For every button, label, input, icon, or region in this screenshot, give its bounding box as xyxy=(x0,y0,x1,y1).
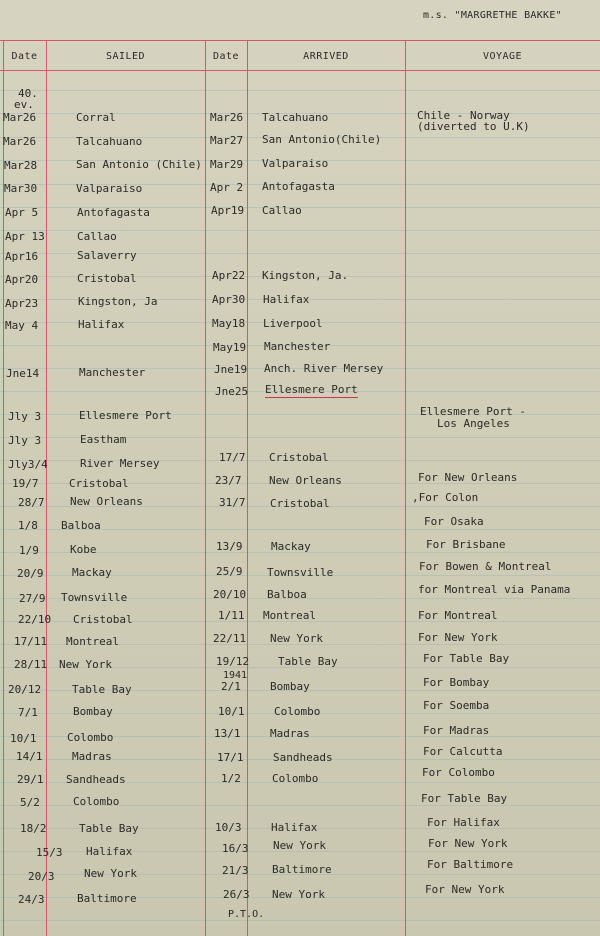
voyage-note: For New York xyxy=(418,631,498,644)
arrived-date: May18 xyxy=(212,317,246,330)
arrived-date: Apr22 xyxy=(212,269,246,282)
header-arrived: ARRIVED xyxy=(303,51,349,62)
sailed-port: Mackay xyxy=(72,566,112,579)
arrived-date: 21/3 xyxy=(222,864,249,877)
sailed-port: Table Bay xyxy=(72,683,132,696)
sailed-date: 5/2 xyxy=(20,796,40,809)
arrived-date: 1/11 xyxy=(218,609,245,622)
sailed-port: Table Bay xyxy=(79,822,139,835)
sailed-date: 7/1 xyxy=(18,706,38,719)
sailed-date: 20/3 xyxy=(28,870,55,883)
sailed-port: Corral xyxy=(76,111,116,124)
voyage-note: For New York xyxy=(428,837,508,850)
sailed-port: Callao xyxy=(77,230,117,243)
sailed-date: Mar26 xyxy=(3,111,37,124)
arrived-port: New York xyxy=(272,888,325,901)
sailed-port: San Antonio (Chile) xyxy=(76,158,202,171)
sailed-date: 20/12 xyxy=(8,683,42,696)
voyage-note: Los Angeles xyxy=(437,417,510,430)
voyage-note: (diverted to U.K) xyxy=(417,120,530,133)
arrived-date: 17/1 xyxy=(217,751,244,764)
voyage-note: For Halifax xyxy=(427,816,500,829)
sailed-port: Ellesmere Port xyxy=(79,409,172,422)
sailed-port: Salaverry xyxy=(77,249,137,262)
arrived-date: 31/7 xyxy=(219,496,246,509)
sailed-date: 28/11 xyxy=(14,658,48,671)
arrived-port: Talcahuano xyxy=(262,111,329,124)
arrived-port: Halifax xyxy=(271,821,318,834)
arrived-port: Baltimore xyxy=(272,863,332,876)
arrived-date: 13/9 xyxy=(216,540,243,553)
sailed-date: 29/1 xyxy=(17,773,44,786)
ship-name: m.s. "MARGRETHE BAKKE" xyxy=(422,10,562,21)
arrived-port: Sandheads xyxy=(273,751,333,764)
sailed-date: 19/7 xyxy=(12,477,39,490)
voyage-note: For Table Bay xyxy=(421,792,508,805)
arrived-date: Jne25 xyxy=(215,385,249,398)
voyage-note: for Montreal via Panama xyxy=(418,583,571,596)
sailed-date: Apr 5 xyxy=(5,206,39,219)
header-bottom-rule xyxy=(0,70,600,71)
arrived-port: Cristobal xyxy=(270,497,330,510)
arrived-date: 1/2 xyxy=(221,772,241,785)
sailed-date: 1/8 xyxy=(18,519,38,532)
column-rule xyxy=(205,40,206,936)
arrived-date: 22/11 xyxy=(213,632,247,645)
arrived-date: Apr 2 xyxy=(210,181,244,194)
arrived-date: May19 xyxy=(213,341,247,354)
sailed-port: Colombo xyxy=(73,795,120,808)
arrived-date: Mar29 xyxy=(210,158,244,171)
voyage-note: For Calcutta xyxy=(423,745,503,758)
year-note: 40. xyxy=(18,87,38,100)
arrived-date: 20/10 xyxy=(213,588,247,601)
sailed-port: Montreal xyxy=(66,635,119,648)
sailed-date: Jne14 xyxy=(6,367,40,380)
arrived-date: 2/1 xyxy=(221,680,241,693)
sailed-date: Mar30 xyxy=(4,182,38,195)
sailed-date: Mar26 xyxy=(3,135,37,148)
sailed-port: Baltimore xyxy=(77,892,137,905)
arrived-port: Cristobal xyxy=(269,451,329,464)
arrived-port: New York xyxy=(273,839,326,852)
arrived-date: 19/12 xyxy=(216,655,250,668)
arrived-port: Manchester xyxy=(264,340,331,353)
voyage-note: For Bombay xyxy=(423,676,490,689)
sailed-date: 22/10 xyxy=(18,613,52,626)
sailed-date: 17/11 xyxy=(14,635,48,648)
sailed-date: Apr23 xyxy=(5,297,39,310)
arrived-port: Montreal xyxy=(263,609,316,622)
sailed-port: Cristobal xyxy=(77,272,137,285)
voyage-note: Chile - Norway xyxy=(417,109,510,122)
sailed-port: Eastham xyxy=(80,433,127,446)
arrived-port: Halifax xyxy=(263,293,310,306)
sailed-date: May 4 xyxy=(5,319,39,332)
arrived-date: 13/1 xyxy=(214,727,241,740)
header-sailed: SAILED xyxy=(105,51,146,62)
arrived-port: New York xyxy=(270,632,323,645)
column-rule xyxy=(46,40,47,936)
sailed-date: 24/3 xyxy=(18,893,45,906)
header-top-rule xyxy=(0,40,600,41)
sailed-date: 18/2 xyxy=(20,822,47,835)
sailed-port: Kobe xyxy=(70,543,97,556)
sailed-port: River Mersey xyxy=(80,457,160,470)
arrived-port: Table Bay xyxy=(278,655,338,668)
voyage-note: For Madras xyxy=(423,724,490,737)
year-note-rev: ev. xyxy=(14,98,34,111)
sailed-port: Cristobal xyxy=(69,477,129,490)
arrived-port: Balboa xyxy=(267,588,307,601)
sailed-port: Valparaiso xyxy=(76,182,143,195)
arrived-port: Madras xyxy=(270,727,310,740)
sailed-date: Mar28 xyxy=(4,159,38,172)
sailed-port: Sandheads xyxy=(66,773,126,786)
header-date-arrived: Date xyxy=(212,51,240,62)
arrived-date: 16/3 xyxy=(222,842,249,855)
voyage-note: For Baltimore xyxy=(427,858,514,871)
arrived-date: 17/7 xyxy=(219,451,246,464)
arrived-port: Colombo xyxy=(272,772,319,785)
sailed-date: 10/1 xyxy=(10,732,37,745)
column-rule xyxy=(247,40,248,936)
arrived-port: Townsville xyxy=(267,566,334,579)
sailed-date: 28/7 xyxy=(18,496,45,509)
sailed-date: Jly 3 xyxy=(8,434,42,447)
sailed-port: Halifax xyxy=(78,318,125,331)
voyage-note: For Brisbane xyxy=(426,538,506,551)
arrived-port: Kingston, Ja. xyxy=(262,269,349,282)
voyage-note: For New Orleans xyxy=(418,471,518,484)
sailed-date: Jly 3 xyxy=(8,410,42,423)
arrived-date: Apr30 xyxy=(212,293,246,306)
sailed-port: Antofagasta xyxy=(77,206,150,219)
header-voyage: VOYAGE xyxy=(482,51,523,62)
arrived-date: Mar26 xyxy=(210,111,244,124)
arrived-port: Colombo xyxy=(274,705,321,718)
arrived-port-ellesmere: Ellesmere Port xyxy=(265,383,358,396)
arrived-port: Callao xyxy=(262,204,302,217)
sailed-date: Apr16 xyxy=(5,250,39,263)
sailed-port: New Orleans xyxy=(70,495,143,508)
sailed-port: Townsville xyxy=(61,591,128,604)
arrived-port: Antofagasta xyxy=(262,180,335,193)
arrived-port: Anch. River Mersey xyxy=(264,362,384,375)
sailed-date: Apr20 xyxy=(5,273,39,286)
voyage-note: For New York xyxy=(425,883,505,896)
arrived-port: Liverpool xyxy=(263,317,323,330)
sailed-port: Kingston, Ja xyxy=(78,295,158,308)
sailed-date: 20/9 xyxy=(17,567,44,580)
voyage-note: Ellesmere Port - xyxy=(420,405,526,418)
sailed-date: 15/3 xyxy=(36,846,63,859)
sailed-port: Balboa xyxy=(61,519,101,532)
page-turn-note: P.T.O. xyxy=(228,909,265,920)
voyage-note: For Table Bay xyxy=(423,652,510,665)
sailed-port: Madras xyxy=(72,750,112,763)
voyage-note: For Colombo xyxy=(422,766,495,779)
sailed-date: 1/9 xyxy=(19,544,39,557)
arrived-port: Mackay xyxy=(271,540,311,553)
voyage-note: For Osaka xyxy=(424,515,484,528)
arrived-date: Jne19 xyxy=(214,363,248,376)
sailed-port: Cristobal xyxy=(73,613,133,626)
sailed-port: New York xyxy=(84,867,137,880)
arrived-port: Bombay xyxy=(270,680,310,693)
sailed-port: Manchester xyxy=(79,366,146,379)
arrived-date: 10/1 xyxy=(218,705,245,718)
sailed-port: New York xyxy=(59,658,112,671)
sailed-date: Jly3/4 xyxy=(8,458,48,471)
voyage-note: For Montreal xyxy=(418,609,498,622)
sailed-port: Colombo xyxy=(67,731,114,744)
voyage-note: For Bowen & Montreal xyxy=(419,560,552,573)
arrived-port: Valparaiso xyxy=(262,157,329,170)
column-rule xyxy=(405,40,406,936)
column-rule xyxy=(3,40,4,936)
voyage-note: ,For Colon xyxy=(412,491,479,504)
sailed-date: 27/9 xyxy=(19,592,46,605)
sailed-port: Halifax xyxy=(86,845,133,858)
voyage-note: For Soemba xyxy=(423,699,490,712)
sailed-date: Apr 13 xyxy=(5,230,45,243)
arrived-date: 23/7 xyxy=(215,474,242,487)
arrived-date: 10/3 xyxy=(215,821,242,834)
arrived-date: 26/3 xyxy=(223,888,250,901)
arrived-port: San Antonio(Chile) xyxy=(262,133,382,146)
header-date-sailed: Date xyxy=(11,51,38,62)
arrived-port: New Orleans xyxy=(269,474,342,487)
sailed-port: Bombay xyxy=(73,705,113,718)
sailed-port: Talcahuano xyxy=(76,135,143,148)
arrived-date: Apr19 xyxy=(211,204,245,217)
arrived-date: Mar27 xyxy=(210,134,244,147)
arrived-date: 25/9 xyxy=(216,565,243,578)
year-1941: 1941 xyxy=(223,670,248,681)
sailed-date: 14/1 xyxy=(16,750,43,763)
